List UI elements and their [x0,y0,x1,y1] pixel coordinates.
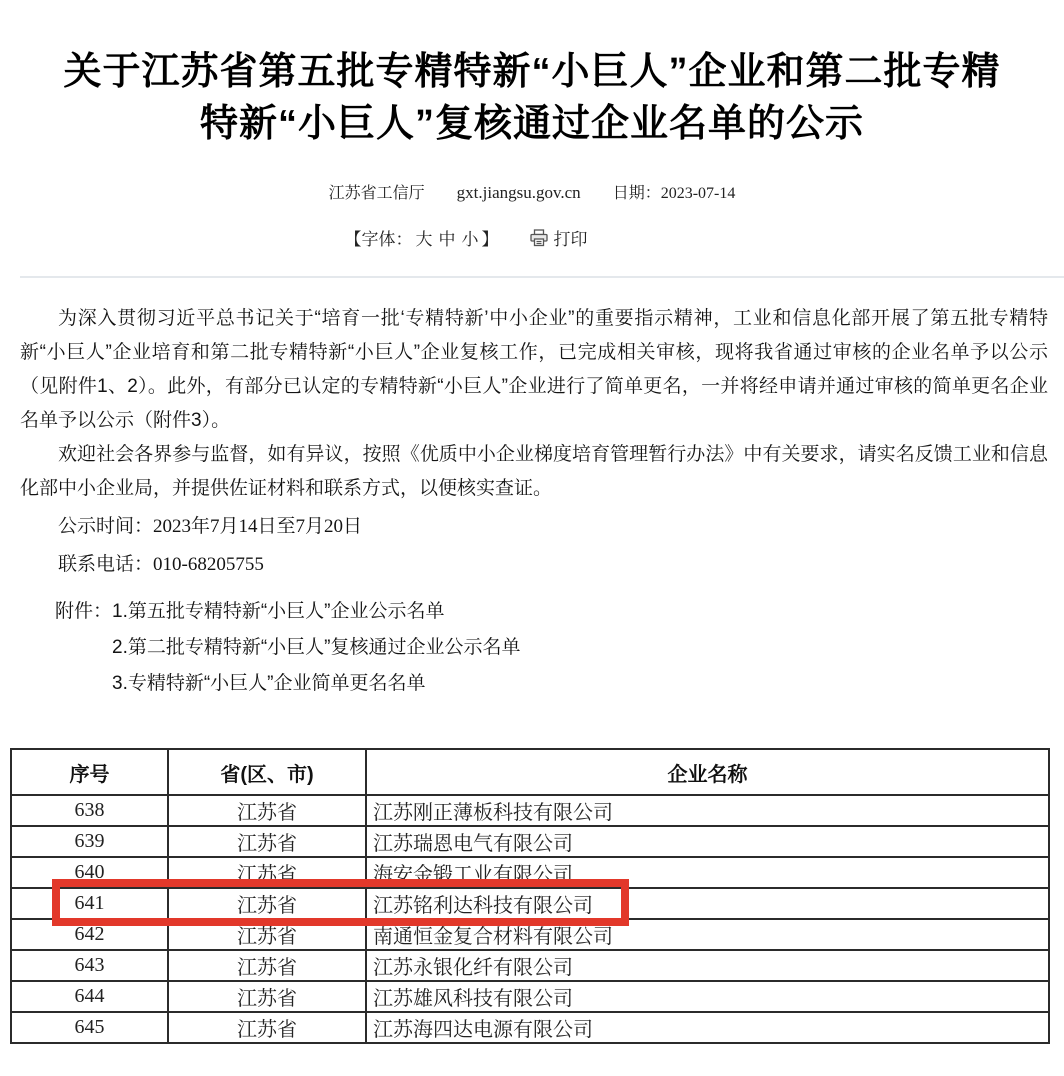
meta-date-value: 2023-07-14 [660,185,736,202]
page-title-line1: 关于江苏省第五批专精特新“小巨人”企业和第二批专精 [63,51,1001,93]
table-row [11,1012,1049,1043]
company-table-wrap [10,748,1050,1044]
row-no: 645 [11,1012,168,1043]
row-company: 江苏海四达电源有限公司 [366,1012,1049,1043]
row-company: 海安金锻工业有限公司 [366,857,1049,888]
font-size-suffix: 】 [481,230,499,249]
attachments-list [0,594,1064,702]
attachment-link-2[interactable]: 2.第二批专精特新“小巨人”复核通过企业公示名单 [112,637,521,658]
row-no: 642 [11,919,168,950]
header-divider [20,276,1064,278]
paragraph-1: 为深入贯彻习近平总书记关于“培育一批‘专精特新’中小企业”的重要指示精神，工业和信息化部开展了第五批专精特新“小巨人”企业培育和第二批专精特新“小巨人”企业复核工作，已完成相关审核，现将我省通过审核的企业名单予以公示（见附件1、2）。此外，有部分已认定的专精特新“小巨人”企业进行了简单更名，一并将经申请并通过审核的简单更名企业名单予以公示（附件3）。 [20,308,1048,431]
row-no: 640 [11,857,168,888]
meta-row [0,180,1064,203]
header-cell-province: 省(区、市) [168,749,366,795]
row-province: 江苏省 [168,919,366,950]
paragraph-2: 欢迎社会各界参与监督，如有异议，按照《优质中小企业梯度培育管理暂行办法》中有关要求，请实名反馈工业和信息化部中小企业局，并提供佐证材料和联系方式，以便核实查证。 [20,444,1048,499]
font-size-control [345,225,499,250]
contact-phone-value: 010-68205755 [153,554,264,575]
row-no: 643 [11,950,168,981]
row-province: 江苏省 [168,981,366,1012]
table-row [11,795,1049,826]
table-header-row [11,749,1049,795]
row-company: 江苏瑞恩电气有限公司 [366,826,1049,857]
contact-phone-label: 联系电话： [58,554,154,575]
company-table-body [11,795,1049,1043]
row-province: 江苏省 [168,888,366,919]
meta-source: 江苏省工信厅 [328,185,425,202]
row-no: 644 [11,981,168,1012]
article-body [20,302,1048,506]
contact-phone [20,548,1048,582]
row-company: 南通恒金复合材料有限公司 [366,919,1049,950]
table-row [11,857,1049,888]
meta-date-label: 日期： [612,185,661,202]
publicity-period-label: 公示时间： [58,516,154,537]
row-province: 江苏省 [168,826,366,857]
table-row [11,981,1049,1012]
row-company: 江苏雄风科技有限公司 [366,981,1049,1012]
table-row [11,950,1049,981]
row-company: 江苏刚正薄板科技有限公司 [366,795,1049,826]
row-province: 江苏省 [168,1012,366,1043]
attachment-link-1[interactable]: 附件：1.第五批专精特新“小巨人”企业公示名单 [55,601,445,622]
meta-date [613,180,736,203]
font-size-medium[interactable]: 中 [438,230,456,249]
row-province: 江苏省 [168,950,366,981]
row-no: 639 [11,826,168,857]
font-size-large[interactable]: 大 [415,230,433,249]
table-row [11,888,1049,919]
row-province: 江苏省 [168,795,366,826]
meta-site-link[interactable]: gxt.jiangsu.gov.cn [456,183,581,202]
table-row [11,919,1049,950]
header-cell-company: 企业名称 [366,749,1049,795]
company-table [10,748,1050,1044]
row-company: 江苏铭利达科技有限公司 [366,888,1049,919]
table-row [11,826,1049,857]
font-size-small[interactable]: 小 [461,230,479,249]
toolbar-row [0,225,998,250]
print-label: 打印 [553,230,588,249]
row-province: 江苏省 [168,857,366,888]
font-size-prefix: 【字体： [344,230,413,249]
publicity-period-value: 2023年7月14日至7月20日 [153,516,363,537]
row-company: 江苏永银化纤有限公司 [366,950,1049,981]
row-no: 638 [11,795,168,826]
page-title-line2: 特新“小巨人”复核通过企业名单的公示 [199,103,864,145]
printer-icon [529,229,549,247]
header-cell-no: 序号 [11,749,168,795]
publicity-period [20,510,1048,544]
row-no: 641 [11,888,168,919]
attachment-link-3[interactable]: 3.专精特新“小巨人”企业简单更名名单 [112,673,426,694]
print-button[interactable] [529,225,588,250]
page-title [0,46,1064,150]
